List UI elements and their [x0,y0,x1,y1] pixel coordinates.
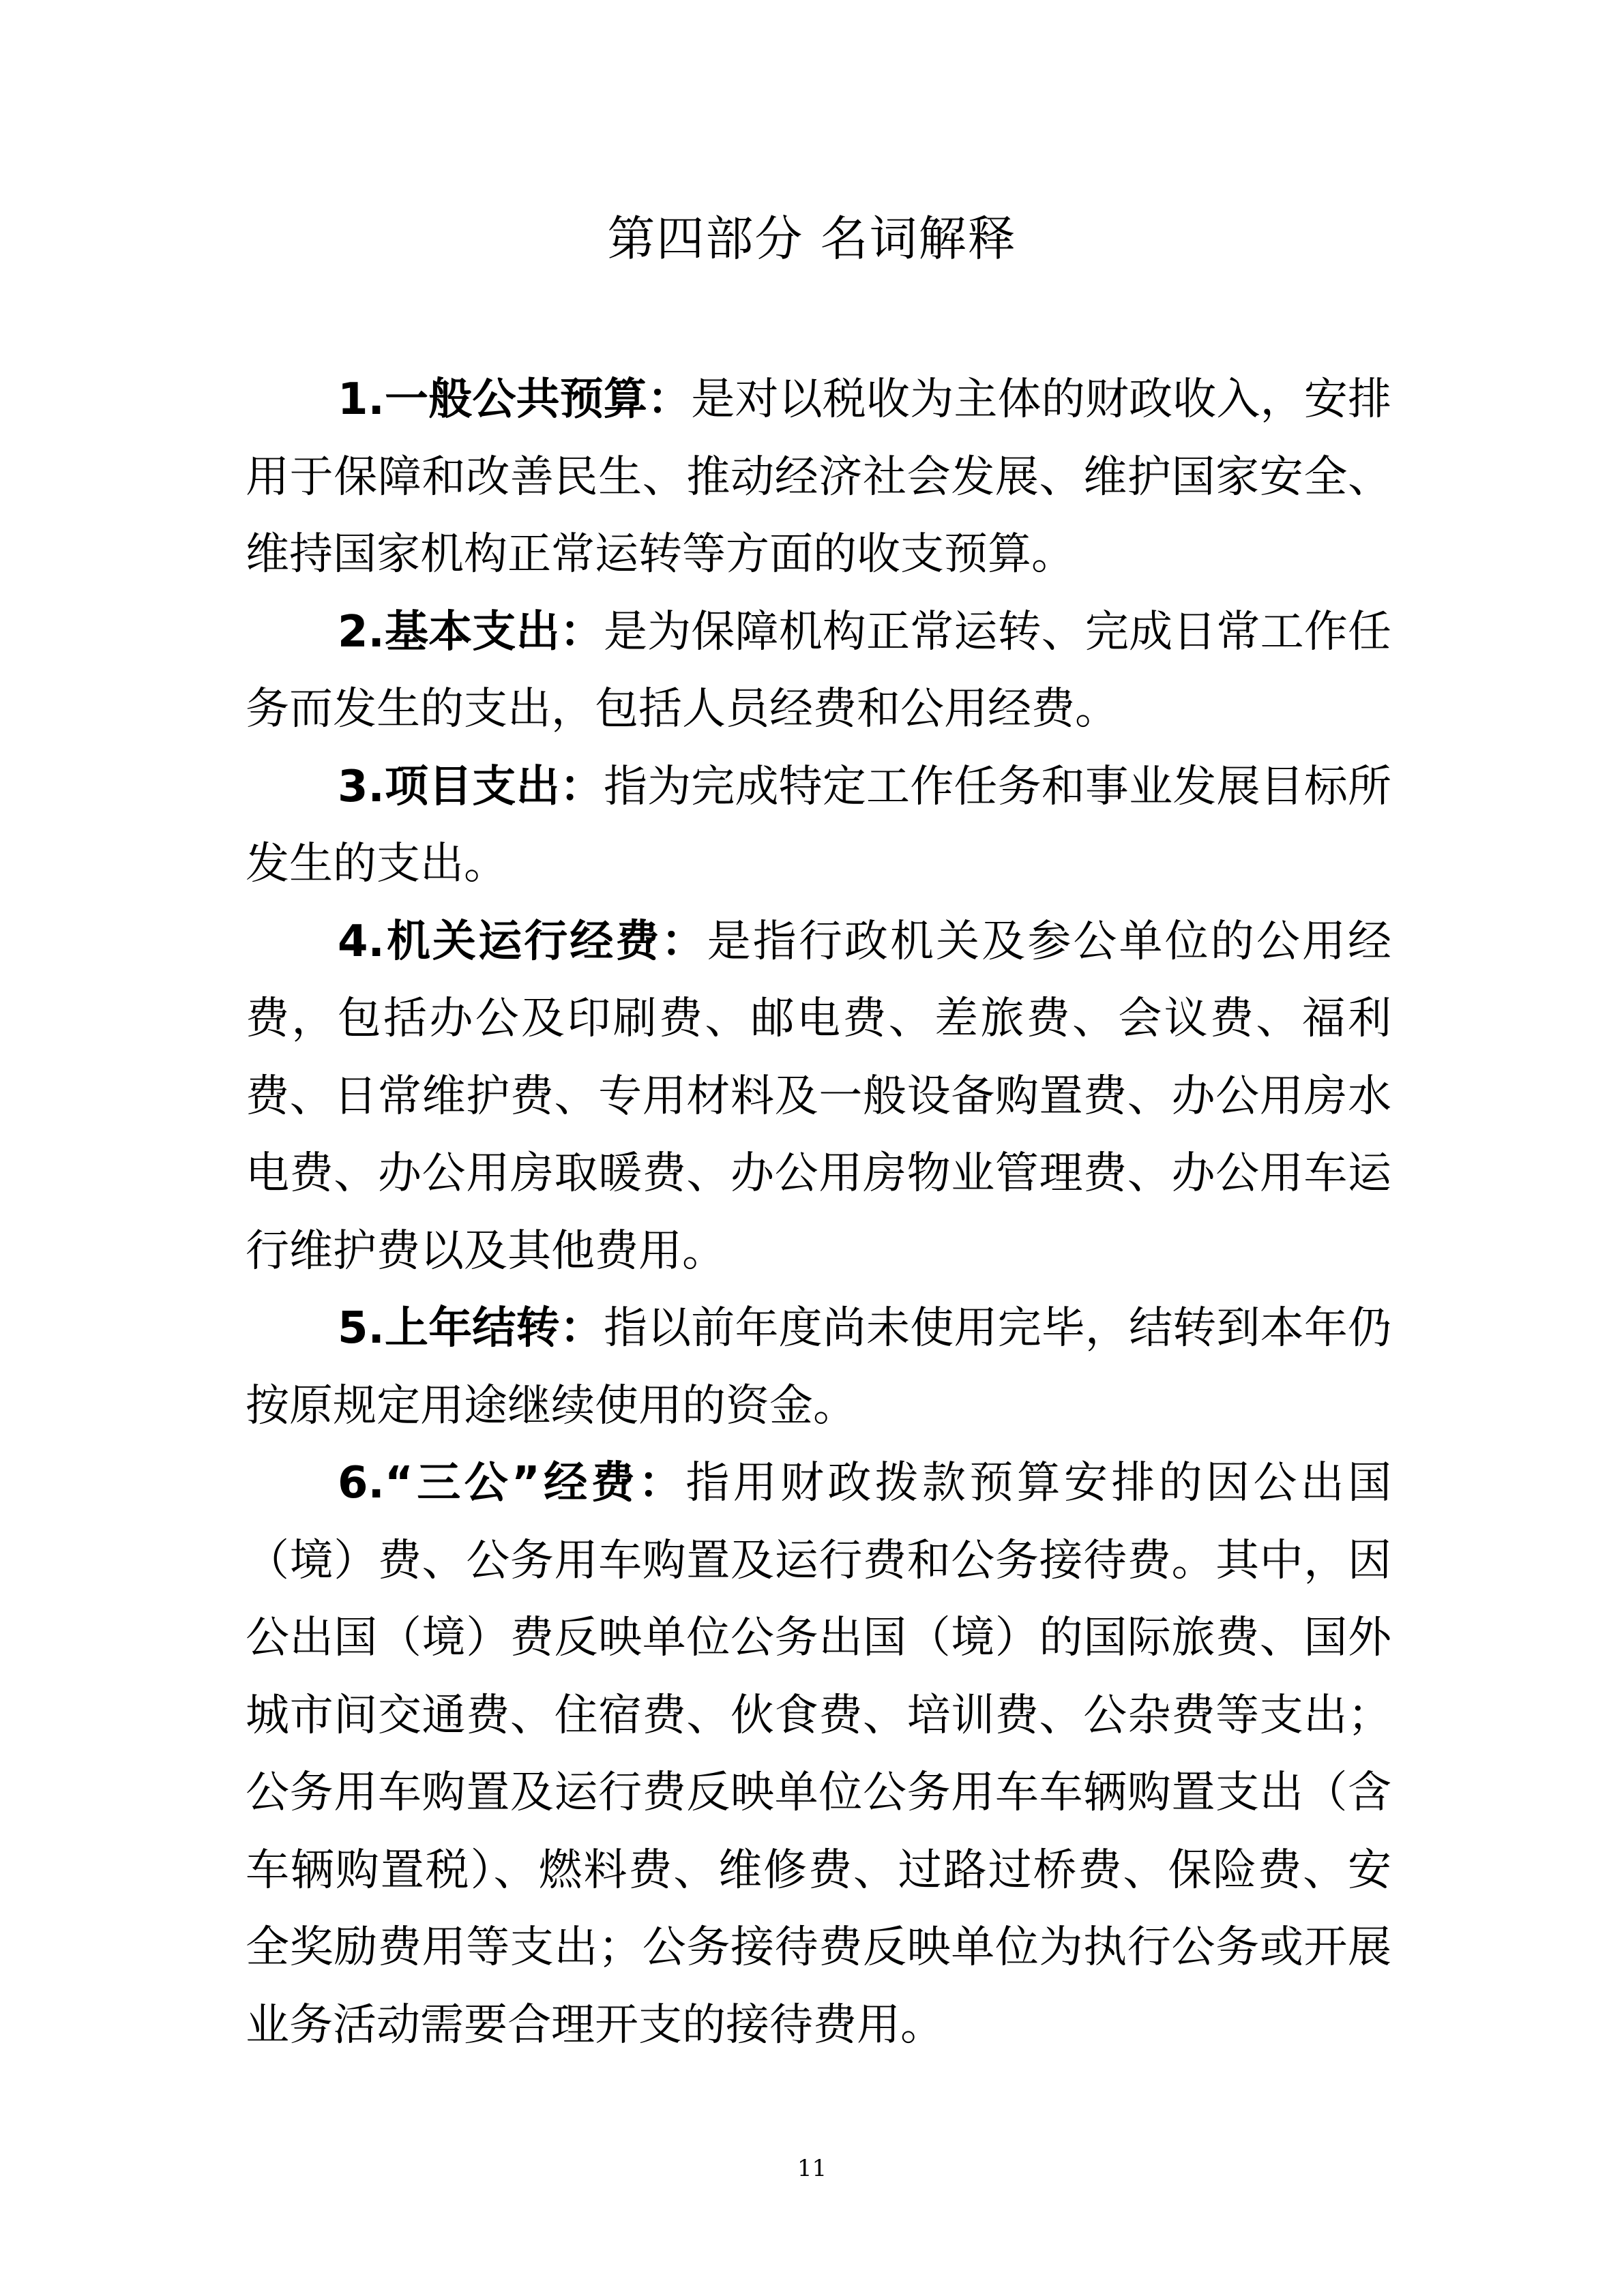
definition-term: 6.“三公”经费： [338,1458,686,1508]
page-title: 第四部分 名词解释 [607,211,1017,267]
definition-term: 3.项目支出： [338,761,604,812]
definition-4 [246,904,1391,1291]
definition-term: 2.基本支出： [338,606,604,657]
definition-term: 4.机关运行经费： [338,916,707,967]
definitions-list [246,361,1391,2064]
definition-2 [246,594,1391,749]
definition-text: 指为完成特定工作任务和事业发展目标所发生的支出。 [246,761,1392,889]
definition-3 [246,749,1391,904]
definition-term: 5.上年结转： [338,1303,604,1354]
definition-text: 指用财政拨款预算安排的因公出国（境）费、公务用车购置及运行费和公务接待费。其中，因公出国（境）费反映单位公务出国（境）的国际旅费、国外城市间交通费、住宿费、伙食费、培训费、公杂费等支出；公务用车购置及运行费反映单位公务用车车辆购置支出（含车辆购置税）、燃料费、维修费、过路过桥费、保险费、安全奖励费用等支出；公务接待费反映单位为执行公务或开展业务活动需要合理开支的接待费用。 [246,1458,1391,2051]
definition-term: 1.一般公共预算： [338,374,692,425]
page-number: 11 [797,2155,827,2182]
definition-1 [246,361,1391,594]
definition-text: 是为保障机构正常运转、完成日常工作任务而发生的支出，包括人员经费和公用经费。 [246,606,1392,734]
definition-6 [246,1445,1391,2064]
definition-text: 是指行政机关及参公单位的公用经费，包括办公及印刷费、邮电费、差旅费、会议费、福利费、日常维护费、专用材料及一般设备购置费、办公用房水电费、办公用房取暖费、办公用房物业管理费、办公用车运行维护费以及其他费用。 [246,916,1392,1277]
definition-text: 指以前年度尚未使用完毕，结转到本年仍按原规定用途继续使用的资金。 [246,1303,1392,1431]
definition-text: 是对以税收为主体的财政收入，安排用于保障和改善民生、推动经济社会发展、维护国家安全、维持国家机构正常运转等方面的收支预算。 [246,374,1392,580]
definition-5 [246,1290,1391,1445]
